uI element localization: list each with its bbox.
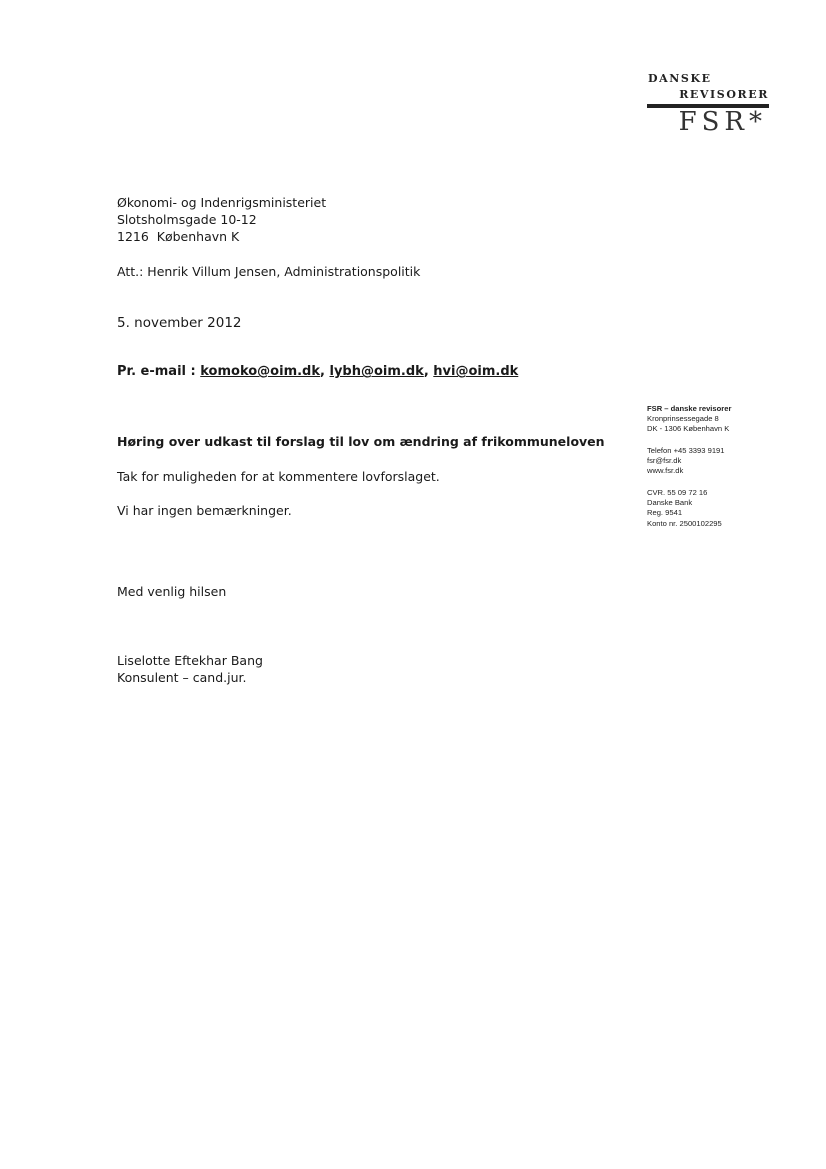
email-line bbox=[117, 364, 518, 379]
logo-line-1: DANSKE bbox=[648, 72, 712, 85]
sidebar-cvr: CVR. 55 09 72 16 bbox=[647, 488, 708, 497]
sidebar-bank bbox=[647, 488, 722, 529]
recipient-line: Slotsholmsgade 10-12 bbox=[117, 212, 257, 227]
logo-mark: FSR* bbox=[678, 107, 767, 137]
email-link-hvi[interactable]: hvi@oim.dk bbox=[433, 364, 519, 379]
fsr-logo bbox=[640, 72, 775, 142]
sidebar-phone: Telefon +45 3393 9191 bbox=[647, 446, 725, 455]
sidebar-bank-name: Danske Bank bbox=[647, 498, 693, 508]
recipient-address bbox=[117, 194, 326, 245]
closing: Med venlig hilsen bbox=[117, 584, 227, 599]
signature-title: Konsulent – cand.jur. bbox=[117, 670, 247, 685]
sidebar-email: fsr@fsr.dk bbox=[647, 456, 682, 466]
email-separator: , bbox=[423, 364, 434, 379]
paragraph: Vi har ingen bemærkninger. bbox=[117, 503, 292, 518]
sidebar-org: FSR – danske revisorer bbox=[647, 404, 732, 413]
email-separator: , bbox=[320, 364, 330, 379]
signature bbox=[117, 652, 263, 686]
recipient-line: Økonomi- og Indenrigsministeriet bbox=[117, 195, 327, 210]
sidebar-reg: Reg. 9541 bbox=[647, 508, 683, 518]
paragraph: Tak for muligheden for at kommentere lovforslaget. bbox=[117, 469, 440, 484]
logo-line-2: REVISORER bbox=[679, 88, 769, 101]
email-prefix: Pr. e-mail : bbox=[117, 364, 201, 379]
sidebar-web: www.fsr.dk bbox=[647, 466, 684, 476]
recipient-line: 1216 København K bbox=[117, 229, 240, 244]
email-link-komoko[interactable]: komoko@oim.dk bbox=[200, 364, 321, 379]
sidebar-street: Kronprinsessegade 8 bbox=[647, 414, 719, 424]
sidebar-address bbox=[647, 404, 731, 435]
attention-line: Att.: Henrik Villum Jensen, Administrationspolitik bbox=[117, 264, 421, 279]
sidebar-account: Konto nr. 2500102295 bbox=[647, 518, 722, 528]
signature-name: Liselotte Eftekhar Bang bbox=[117, 653, 263, 668]
sidebar-city: DK - 1306 København K bbox=[647, 424, 730, 434]
email-link-lybh[interactable]: lybh@oim.dk bbox=[329, 364, 424, 379]
letter-subject: Høring over udkast til forslag til lov om ændring af frikommuneloven bbox=[117, 434, 605, 449]
letter-date: 5. november 2012 bbox=[117, 315, 242, 331]
sidebar-contact bbox=[647, 446, 724, 477]
